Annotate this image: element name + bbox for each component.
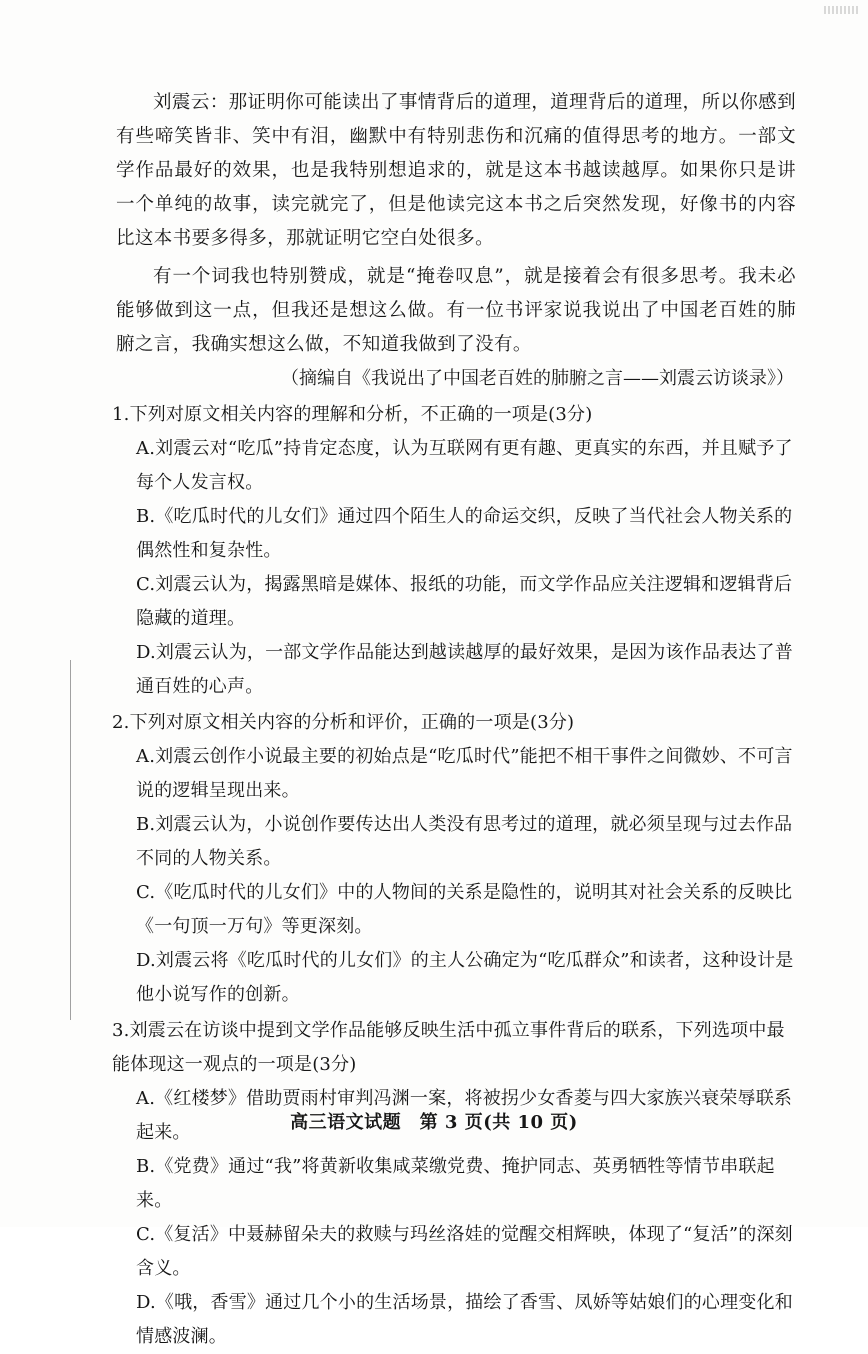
question-stem: 2.下列对原文相关内容的分析和评价，正确的一项是(3分) bbox=[112, 712, 575, 733]
passage-paragraph: 刘震云：那证明你可能读出了事情背后的道理，道理背后的道理，所以你感到有些啼笑皆非、笑中有泪，幽默中有特别悲伤和沉痛的值得思考的地方。一部文学作品最好的效果，也是我特别想追求的，就是这本书越读越厚。如果你只是讲一个单纯的故事，读完就完了，但是他读完这本书之后突然发现，好像书的内容比这本书要多得多，那就证明它空白处很多。 bbox=[116, 92, 796, 249]
option-a: A.刘震云对“吃瓜”持肯定态度，认为互联网有更有趣、更真实的东西，并且赋予了每个人发言权。 bbox=[136, 438, 793, 493]
passage-source: （摘编自《我说出了中国老百姓的肺腑之言——刘震云访谈录》） bbox=[281, 368, 794, 389]
option-d: D.刘震云将《吃瓜时代的儿女们》的主人公确定为“吃瓜群众”和读者，这种设计是他小说写作的创新。 bbox=[136, 950, 794, 1005]
option-d: D.刘震云认为，一部文学作品能达到越读越厚的最好效果，是因为该作品表达了普通百姓的心声。 bbox=[136, 642, 793, 697]
option-c: C.《复活》中聂赫留朵夫的救赎与玛丝洛娃的觉醒交相辉映，体现了“复活”的深刻含义。 bbox=[136, 1224, 793, 1279]
option-b: B.《党费》通过“我”将黄新收集咸菜缴党费、掩护同志、英勇牺牲等情节串联起来。 bbox=[136, 1156, 775, 1211]
question-3 bbox=[112, 1014, 796, 1354]
question-1 bbox=[112, 398, 796, 704]
option-d: D.《哦，香雪》通过几个小的生活场景，描绘了香雪、凤娇等姑娘们的心理变化和情感波澜。 bbox=[136, 1292, 793, 1347]
option-a: A.《红楼梦》借助贾雨村审判冯渊一案，将被拐少女香菱与四大家族兴衰荣辱联系起来。 bbox=[136, 1088, 793, 1143]
option-a: A.刘震云创作小说最主要的初始点是“吃瓜时代”能把不相干事件之间微妙、不可言说的逻辑呈现出来。 bbox=[136, 746, 793, 801]
question-2 bbox=[112, 706, 796, 1012]
passage-paragraph: 有一个词我也特别赞成，就是“掩卷叹息”，就是接着会有很多思考。我未必能够做到这一点，但我还是想这么做。有一位书评家说我说出了中国老百姓的肺腑之言，我确实想这么做，不知道我做到了没有。 bbox=[116, 266, 796, 355]
question-stem: 3.刘震云在访谈中提到文学作品能够反映生活中孤立事件背后的联系，下列选项中最能体现这一观点的一项是(3分) bbox=[112, 1020, 785, 1075]
scan-artifact bbox=[824, 6, 858, 14]
page-content bbox=[112, 86, 796, 1354]
option-c: C.《吃瓜时代的儿女们》中的人物间的关系是隐性的，说明其对社会关系的反映比《一句顶一万句》等更深刻。 bbox=[136, 882, 793, 937]
margin-line bbox=[70, 660, 71, 1020]
option-b: B.刘震云认为，小说创作要传达出人类没有思考过的道理，就必须呈现与过去作品不同的人物关系。 bbox=[136, 814, 793, 869]
page-footer: 高三语文试题 第 3 页(共 10 页) bbox=[290, 1112, 578, 1133]
option-c: C.刘震云认为，揭露黑暗是媒体、报纸的功能，而文学作品应关注逻辑和逻辑背后隐藏的道理。 bbox=[136, 574, 793, 629]
question-stem: 1.下列对原文相关内容的理解和分析，不正确的一项是(3分) bbox=[112, 404, 593, 425]
option-b: B.《吃瓜时代的儿女们》通过四个陌生人的命运交织，反映了当代社会人物关系的偶然性和复杂性。 bbox=[136, 506, 793, 561]
